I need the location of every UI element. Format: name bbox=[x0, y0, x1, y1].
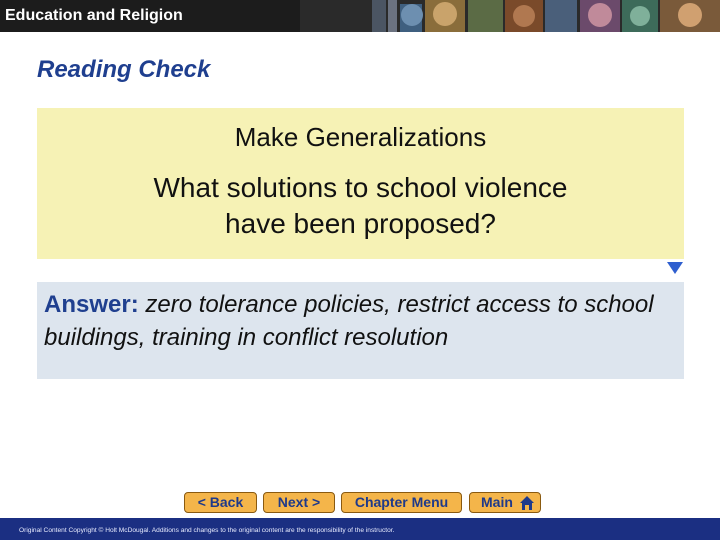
back-button[interactable]: < Back bbox=[184, 492, 257, 513]
home-icon bbox=[519, 495, 535, 511]
chapter-menu-button[interactable]: Chapter Menu bbox=[341, 492, 462, 513]
chapter-title: Education and Religion bbox=[5, 7, 183, 24]
header-bar bbox=[0, 0, 720, 32]
answer-box bbox=[37, 282, 684, 379]
question-line-2: have been proposed? bbox=[225, 208, 496, 239]
footer-bar bbox=[0, 518, 720, 540]
question-heading: Make Generalizations bbox=[234, 122, 487, 152]
question-box bbox=[37, 108, 684, 259]
next-button[interactable]: Next > bbox=[263, 492, 335, 513]
question-line-1: What solutions to school violence bbox=[153, 172, 568, 203]
question-text bbox=[37, 170, 684, 242]
copyright-text: Original Content Copyright © Holt McDougal. Additions and changes to the original content are the responsibility of the instructor. bbox=[19, 527, 395, 534]
header-banner-image bbox=[300, 0, 720, 32]
main-button-label: Main bbox=[481, 494, 513, 510]
answer-body: zero tolerance policies, restrict access to school buildings, training in conflict resolution bbox=[44, 291, 654, 351]
main-button[interactable] bbox=[469, 492, 541, 513]
section-title: Reading Check bbox=[37, 56, 211, 83]
answer-text bbox=[44, 288, 684, 354]
reveal-answer-triangle-icon[interactable] bbox=[667, 262, 683, 274]
answer-label: Answer: bbox=[44, 291, 139, 318]
